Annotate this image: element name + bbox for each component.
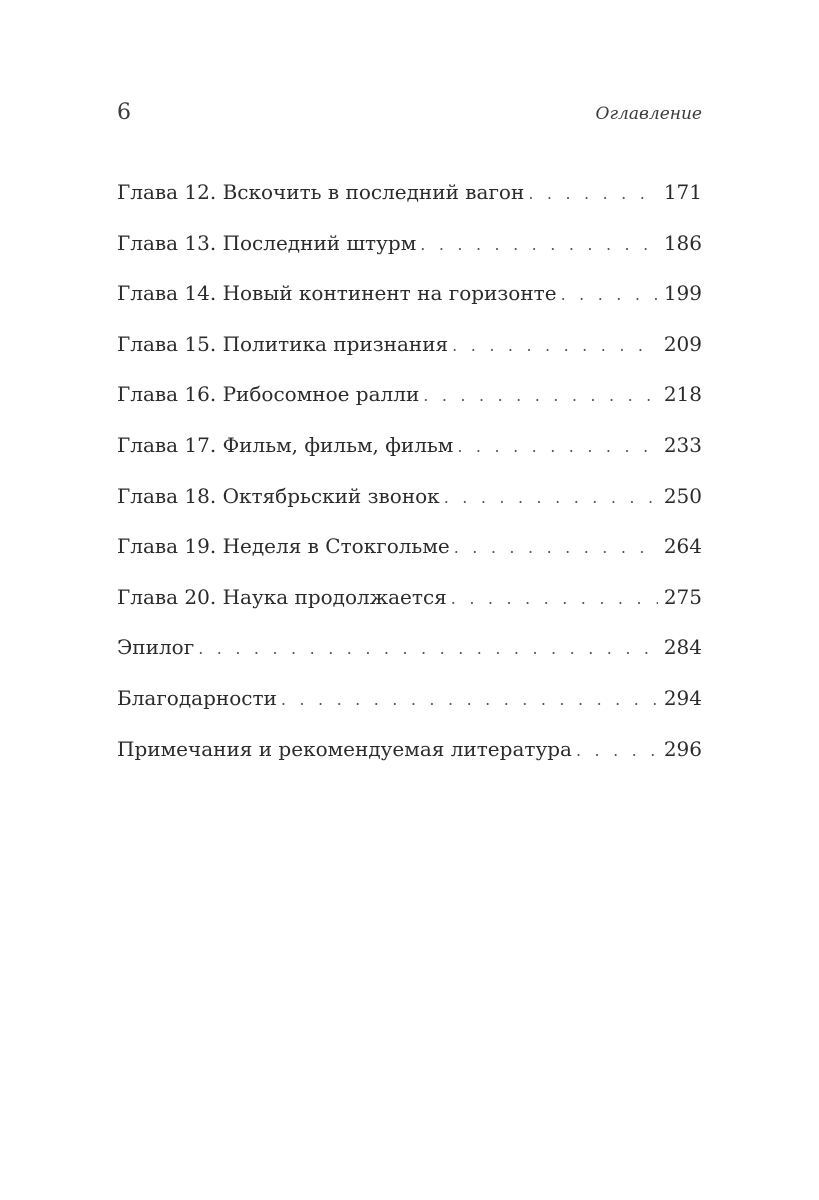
toc-dot-leader — [528, 174, 658, 214]
toc-entry — [117, 374, 702, 425]
toc-entry — [117, 729, 702, 780]
toc-dot-leader — [576, 731, 658, 771]
toc-entry — [117, 678, 702, 729]
toc-entry-title: Глава 16. Рибосомное ралли — [117, 382, 420, 407]
toc-entry-title: Благодарности — [117, 685, 277, 710]
toc-entry-page: 233 — [663, 432, 702, 457]
table-of-contents — [117, 172, 702, 779]
toc-dot-leader — [444, 478, 658, 518]
page-number: 6 — [117, 100, 131, 125]
toc-dot-leader — [457, 427, 657, 467]
toc-dot-leader — [198, 629, 658, 669]
toc-entry-page: 171 — [663, 180, 702, 204]
toc-entry — [117, 476, 702, 527]
toc-entry-title: Глава 15. Политика признания — [117, 331, 449, 356]
toc-entry-title: Эпилог — [117, 635, 195, 660]
toc-dot-leader — [452, 326, 658, 366]
toc-entry — [117, 172, 702, 223]
toc-entry-title: Глава 14. Новый континент на горизонте — [117, 281, 557, 306]
toc-entry — [117, 577, 702, 628]
toc-dot-leader — [454, 528, 658, 568]
toc-entry — [117, 324, 702, 375]
toc-entry-page: 264 — [663, 534, 702, 559]
toc-entry-page: 209 — [663, 331, 702, 356]
toc-entry-page: 284 — [663, 635, 702, 660]
toc-entry-title: Глава 17. Фильм, фильм, фильм — [117, 432, 454, 457]
page-header — [117, 98, 702, 128]
toc-entry-title: Глава 20. Наука продолжается — [117, 584, 447, 609]
running-head: Оглавление — [595, 104, 702, 124]
toc-entry-page: 275 — [663, 584, 702, 609]
toc-entry — [117, 627, 702, 678]
toc-dot-leader — [561, 275, 658, 315]
toc-entry-page: 199 — [663, 281, 702, 306]
toc-entry — [117, 526, 702, 577]
toc-dot-leader — [281, 680, 658, 720]
toc-entry-page: 294 — [663, 685, 702, 710]
toc-entry-page: 218 — [663, 382, 702, 407]
toc-entry-page: 250 — [663, 483, 702, 508]
toc-entry-title: Глава 18. Октябрьский звонок — [117, 483, 440, 508]
toc-entry — [117, 273, 702, 324]
toc-entry — [117, 425, 702, 476]
toc-dot-leader — [451, 579, 658, 619]
toc-entry-title: Глава 13. Последний штурм — [117, 230, 417, 255]
toc-dot-leader — [423, 376, 658, 416]
toc-entry-title: Примечания и рекомендуемая литература — [117, 736, 572, 761]
toc-entry-title: Глава 12. Вскочить в последний вагон — [117, 180, 525, 204]
toc-dot-leader — [420, 225, 658, 265]
toc-entry — [117, 223, 702, 274]
toc-entry-page: 296 — [663, 736, 702, 761]
toc-entry-page: 186 — [663, 230, 702, 255]
toc-entry-title: Глава 19. Неделя в Стокгольме — [117, 534, 450, 559]
